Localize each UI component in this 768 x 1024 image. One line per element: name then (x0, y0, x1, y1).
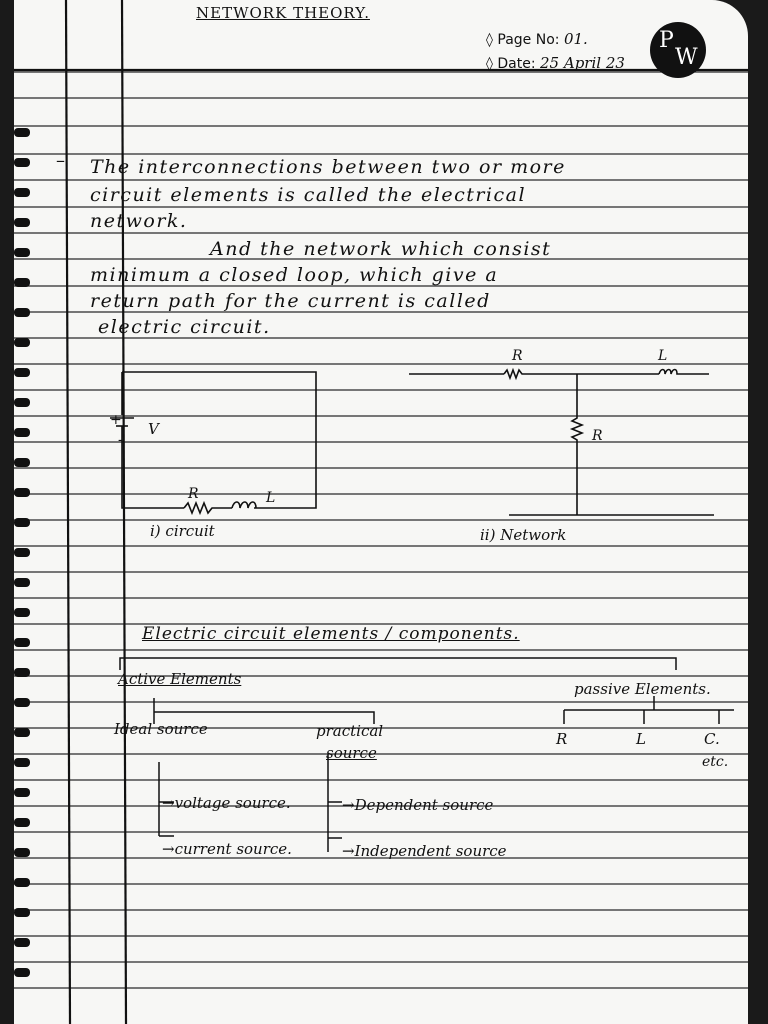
practical-source-line2: source (326, 744, 377, 762)
source-label: V (148, 420, 159, 438)
passive-elements: passive Elements. (574, 680, 711, 698)
diamond-icon: ◊ (486, 56, 493, 72)
circuit-wire (122, 426, 184, 508)
ideal-source: Ideal source (114, 720, 208, 738)
inductor-symbol (232, 502, 256, 508)
logo-letter-p: P (659, 28, 674, 53)
resistor-symbol (504, 370, 659, 378)
circuit-caption: i) circuit (150, 522, 215, 540)
shunt-resistor (572, 374, 582, 515)
diamond-icon: ◊ (486, 32, 493, 48)
definition-line: return path for the current is called (90, 290, 491, 312)
minus-sign: - (118, 432, 123, 448)
passive-l: L (636, 730, 646, 748)
definition-line: minimum a closed loop, which give a (90, 264, 499, 286)
network-resistor-label: R (512, 348, 523, 364)
network-caption: ii) Network (480, 526, 567, 544)
voltage-source: →voltage source. (162, 794, 291, 812)
definition-line: And the network which consist (210, 238, 552, 260)
tree-branch (120, 658, 676, 670)
active-elements: Active Elements (118, 670, 242, 688)
passive-r: R (556, 730, 568, 748)
plus-sign: + (110, 412, 122, 428)
tree-branch (328, 754, 342, 852)
date-field (486, 54, 625, 72)
inductor-symbol (659, 370, 709, 375)
inductor-label: L (266, 490, 276, 506)
definition-line: The interconnections between two or more (90, 156, 566, 178)
page-number (486, 30, 588, 48)
binder-holes (14, 0, 44, 1024)
current-source: →current source. (162, 840, 292, 858)
components-heading: Electric circuit elements / components. (142, 624, 520, 644)
date-label: Date: (497, 56, 536, 72)
independent-source: →Independent source (342, 842, 507, 860)
page-title: NETWORK THEORY. (196, 4, 370, 22)
tree-branch (564, 696, 734, 724)
etc-label: etc. (702, 754, 729, 770)
page-no-value: 01. (563, 30, 588, 48)
practical-source-line1: practical (316, 722, 384, 740)
definition-line: electric circuit. (98, 316, 271, 338)
bullet-dash: – (56, 150, 65, 171)
resistor-symbol (184, 503, 232, 513)
pw-logo (650, 22, 706, 78)
circuit-wire (122, 372, 316, 508)
passive-c: C. (704, 730, 720, 748)
page-no-label: Page No: (497, 32, 560, 48)
network-inductor-label: L (658, 348, 668, 364)
resistor-label: R (188, 486, 199, 502)
definition-line: circuit elements is called the electrical (90, 184, 527, 206)
date-value: 25 April 23 (540, 54, 625, 72)
network-shunt-label: R (592, 428, 603, 444)
circuit-diagram (104, 360, 334, 520)
dependent-source: →Dependent source (342, 796, 494, 814)
notebook-page (14, 0, 748, 1024)
network-diagram (409, 360, 739, 520)
logo-letter-w: W (675, 45, 698, 70)
definition-line: network. (90, 210, 188, 232)
